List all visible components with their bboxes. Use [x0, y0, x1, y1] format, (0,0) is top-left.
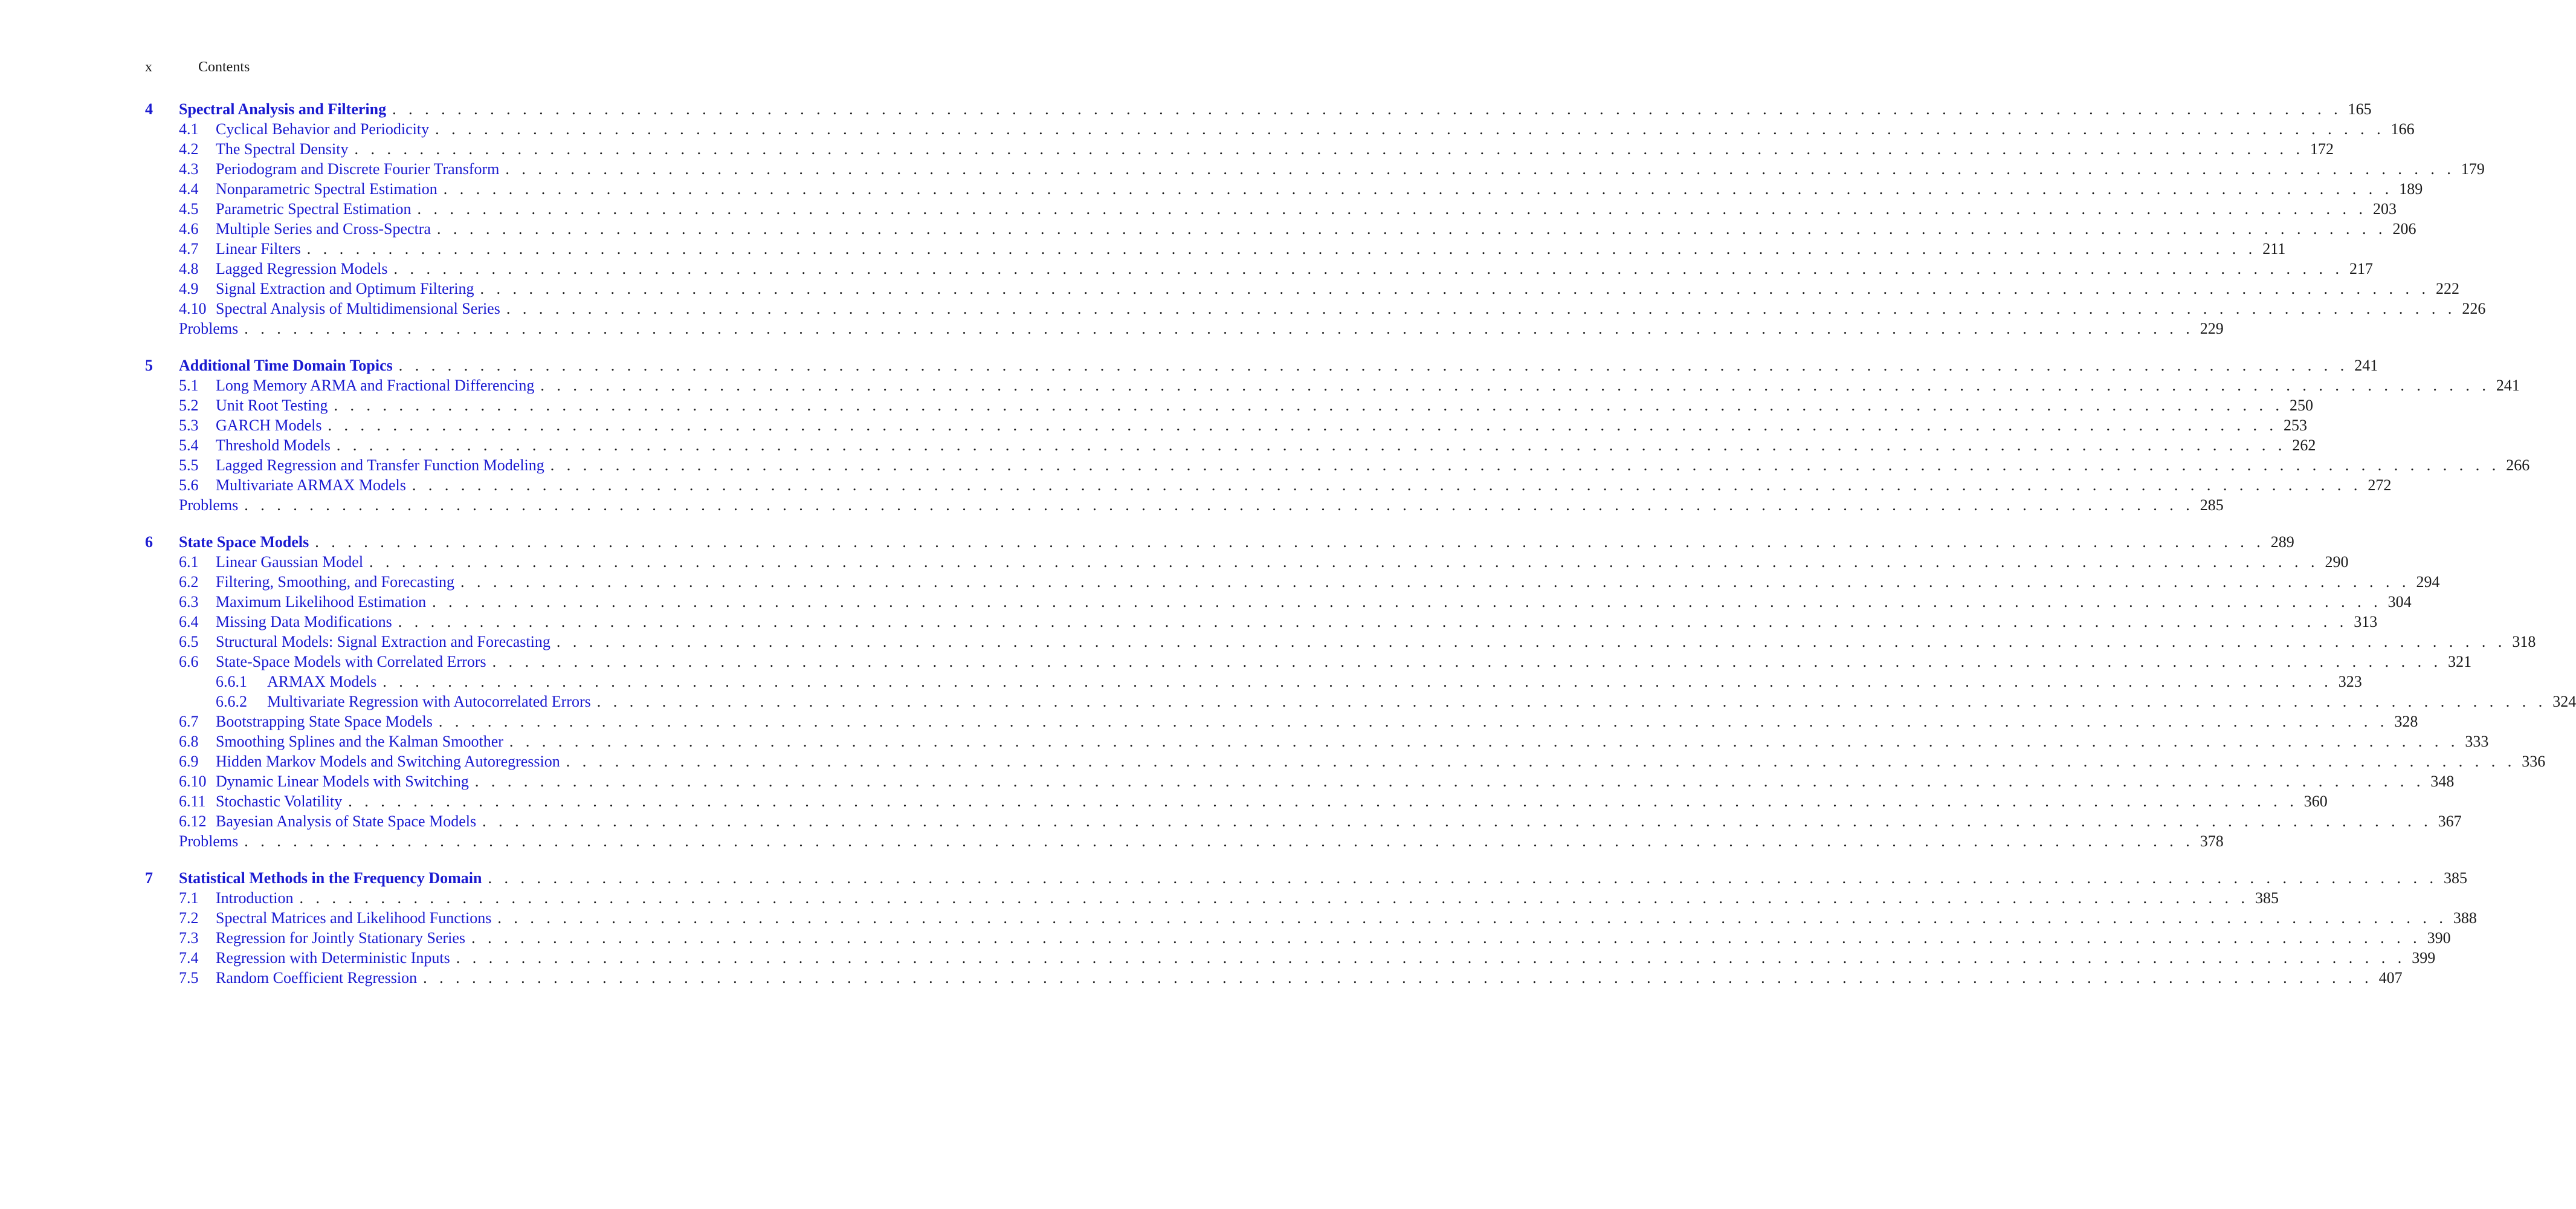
chapter-entry-leader: [179, 868, 2467, 888]
section-entry-title[interactable]: Nonparametric Spectral Estimation: [216, 179, 444, 199]
section-entry[interactable]: [145, 652, 2472, 672]
chapter-entry[interactable]: [145, 868, 2467, 888]
section-entry-number: 6.3: [179, 593, 199, 611]
section-entry[interactable]: [145, 475, 2392, 495]
chapter-entry[interactable]: [145, 355, 2378, 375]
chapter-block: [145, 868, 2477, 988]
section-entry-leader: [216, 219, 2416, 239]
section-entry-page: 222: [2436, 280, 2460, 297]
section-entry-leader: [216, 592, 2412, 612]
section-entry-leader: [216, 908, 2477, 928]
section-entry[interactable]: [145, 731, 2489, 751]
section-entry-leader: [216, 299, 2486, 319]
chapter-entry-leader: [179, 99, 2372, 119]
section-entry-page: 203: [2372, 200, 2397, 218]
section-entry-page: 266: [2506, 456, 2530, 474]
section-entry-leader: [216, 139, 2334, 159]
section-entry-leader: [216, 395, 2313, 415]
section-entry-number: 4.4: [179, 180, 199, 198]
section-entry-page: 328: [2394, 713, 2418, 730]
section-entry-title[interactable]: Multiple Series and Cross-Spectra: [216, 219, 437, 239]
subsection-entry[interactable]: [145, 672, 2362, 692]
dot-leader: . . . . . . . . . . . . . . . . . . . . . . . . . . . . . . . . . . . . . . . . . . . . . . . . . . . . . . . . . . . . . . . . . . . . . . . . . . . . . . . . . . . . . . . . . . . . . . . . . . . . . . . . . . . . . . . . . . . . . . . .: [460, 573, 2410, 591]
section-entry[interactable]: [145, 239, 2286, 259]
section-entry-page: 206: [2392, 220, 2416, 238]
section-entry-title[interactable]: Missing Data Modifications: [216, 612, 398, 632]
section-entry-page: 304: [2387, 593, 2412, 611]
section-entry[interactable]: [145, 299, 2486, 319]
chapter-block: [145, 99, 2486, 339]
section-entry-page: 360: [2303, 792, 2328, 810]
section-entry-title[interactable]: Threshold Models: [216, 435, 337, 455]
problems-entry-leader: [179, 831, 2224, 851]
section-entry-title[interactable]: Regression with Deterministic Inputs: [216, 948, 456, 968]
section-entry-page: 217: [2349, 260, 2374, 277]
section-entry-number: 4.2: [179, 140, 199, 158]
section-entry[interactable]: [145, 632, 2536, 652]
section-entry-leader: [216, 259, 2374, 279]
dot-leader: . . . . . . . . . . . . . . . . . . . . . . . . . . . . . . . . . . . . . . . . . . . . . . . . . . . . . . . . . . . . . . . . . . . . . . . . . . . . . . . . . . . . . . . . . . . . . . . . . . . . . . . . . . . . . . . . . . . . . . . .: [398, 357, 2349, 374]
section-entry-leader: [216, 572, 2440, 592]
subsection-entry[interactable]: [145, 692, 2576, 711]
dot-leader: . . . . . . . . . . . . . . . . . . . . . . . . . . . . . . . . . . . . . . . . . . . . . . . . . . . . . . . . . . . . . . . . . . . . . . . . . . . . . . . . . . . . . . . . . . . . . . . . . . . . . . . . . . . . . . . . . . . . . . . .: [492, 653, 2442, 670]
chapter-entry-title[interactable]: Statistical Methods in the Frequency Domain: [179, 868, 488, 888]
section-entry-page: 385: [2255, 889, 2279, 907]
section-entry[interactable]: [145, 279, 2460, 299]
section-entry-number: 5.1: [179, 377, 199, 394]
section-entry[interactable]: [145, 751, 2546, 771]
section-entry[interactable]: [145, 435, 2316, 455]
section-entry[interactable]: [145, 375, 2520, 395]
section-entry-title[interactable]: Long Memory ARMA and Fractional Differencing: [216, 375, 540, 395]
dot-leader: . . . . . . . . . . . . . . . . . . . . . . . . . . . . . . . . . . . . . . . . . . . . . . . . . . . . . . . . . . . . . . . . . . . . . . . . . . . . . . . . . . . . . . . . . . . . . . . . . . . . . . . . . . . . . . . . . . . . . . . .: [354, 140, 2304, 158]
section-entry[interactable]: [145, 179, 2423, 199]
dot-leader: . . . . . . . . . . . . . . . . . . . . . . . . . . . . . . . . . . . . . . . . . . . . . . . . . . . . . . . . . . . . . . . . . . . . . . . . . . . . . . . . . . . . . . . . . . . . . . . . . . . . . . . . . . . . . . . . . . . . . . . .: [456, 949, 2406, 967]
dot-leader: . . . . . . . . . . . . . . . . . . . . . . . . . . . . . . . . . . . . . . . . . . . . . . . . . . . . . . . . . . . . . . . . . . . . . . . . . . . . . . . . . . . . . . . . . . . . . . . . . . . . . . . . . . . . . . . . . . . . . . . .: [482, 812, 2432, 830]
section-entry-title[interactable]: Stochastic Volatility: [216, 791, 348, 811]
dot-leader: . . . . . . . . . . . . . . . . . . . . . . . . . . . . . . . . . . . . . . . . . . . . . . . . . . . . . . . . . . . . . . . . . . . . . . . . . . . . . . . . . . . . . . . . . . . . . . . . . . . . . . . . . . . . . . . . . . . . . . . .: [392, 100, 2342, 118]
section-entry-number: 6.11: [179, 792, 206, 810]
section-entry[interactable]: [145, 159, 2485, 179]
section-entry-number: 4.6: [179, 220, 199, 238]
dot-leader: . . . . . . . . . . . . . . . . . . . . . . . . . . . . . . . . . . . . . . . . . . . . . . . . . . . . . . . . . . . . . . . . . . . . . . . . . . . . . . . . . . . . . . . . . . . . . . . . . . . . . . . . . . . . . . . . . . . . . . . .: [306, 240, 2257, 258]
section-entry-number: 4.3: [179, 160, 199, 178]
section-entry-leader: [216, 711, 2418, 731]
section-entry[interactable]: [145, 552, 2349, 572]
section-entry-title[interactable]: Linear Filters: [216, 239, 307, 259]
section-entry-leader: [216, 435, 2316, 455]
section-entry-page: 313: [2354, 613, 2378, 630]
section-entry-leader: [216, 652, 2472, 672]
section-entry-leader: [216, 632, 2536, 652]
dot-leader: . . . . . . . . . . . . . . . . . . . . . . . . . . . . . . . . . . . . . . . . . . . . . . . . . . . . . . . . . . . . . . . . . . . . . . . . . . . . . . . . . . . . . . . . . . . . . . . . . . . . . . . . . . . . . . . . . . . . . . . .: [506, 300, 2456, 317]
section-entry-title[interactable]: Hidden Markov Models and Switching Autoregression: [216, 751, 566, 771]
section-entry-page: 333: [2465, 733, 2489, 750]
section-entry-leader: [216, 552, 2349, 572]
dot-leader: . . . . . . . . . . . . . . . . . . . . . . . . . . . . . . . . . . . . . . . . . . . . . . . . . . . . . . . . . . . . . . . . . . . . . . . . . . . . . . . . . . . . . . . . . . . . . . . . . . . . . . . . . . . . . . . . . . . . . . . .: [348, 792, 2298, 810]
section-entry-title[interactable]: The Spectral Density: [216, 139, 355, 159]
dot-leader: . . . . . . . . . . . . . . . . . . . . . . . . . . . . . . . . . . . . . . . . . . . . . . . . . . . . . . . . . . . . . . . . . . . . . . . . . . . . . . . . . . . . . . . . . . . . . . . . . . . . . . . . . . . . . . . . . . . . . . . .: [488, 869, 2438, 887]
section-entry-page: 290: [2325, 553, 2349, 571]
section-entry-leader: [216, 279, 2460, 299]
dot-leader: . . . . . . . . . . . . . . . . . . . . . . . . . . . . . . . . . . . . . . . . . . . . . . . . . . . . . . . . . . . . . . . . . . . . . . . . . . . . . . . . . . . . . . . . . . . . . . . . . . . . . . . . . . . . . . . . . . . . . . . .: [336, 436, 2287, 454]
section-entry[interactable]: [145, 928, 2451, 948]
dot-leader: . . . . . . . . . . . . . . . . . . . . . . . . . . . . . . . . . . . . . . . . . . . . . . . . . . . . . . . . . . . . . . . . . . . . . . . . . . . . . . . . . . . . . . . . . . . . . . . . . . . . . . . . . . . . . . . . . . . . . . . .: [443, 180, 2394, 198]
section-entry-page: 336: [2522, 753, 2546, 770]
section-entry-number: 6.4: [179, 613, 199, 630]
section-entry[interactable]: [145, 219, 2416, 239]
section-entry-leader: [216, 968, 2403, 988]
section-entry[interactable]: [145, 119, 2415, 139]
section-entry-title[interactable]: Bootstrapping State Space Models: [216, 711, 439, 731]
section-entry[interactable]: [145, 592, 2412, 612]
dot-leader: . . . . . . . . . . . . . . . . . . . . . . . . . . . . . . . . . . . . . . . . . . . . . . . . . . . . . . . . . . . . . . . . . . . . . . . . . . . . . . . . . . . . . . . . . . . . . . . . . . . . . . . . . . . . . . . . . . . . . . . .: [398, 613, 2348, 630]
section-entry[interactable]: [145, 199, 2397, 219]
dot-leader: . . . . . . . . . . . . . . . . . . . . . . . . . . . . . . . . . . . . . . . . . . . . . . . . . . . . . . . . . . . . . . . . . . . . . . . . . . . . . . . . . . . . . . . . . . . . . . . . . . . . . . . . . . . . . . . . . . . . . . . .: [474, 773, 2425, 790]
page-header: [145, 58, 250, 76]
section-entry-page: 241: [2496, 377, 2520, 394]
section-entry-number: 5.5: [179, 456, 199, 474]
section-entry-page: 211: [2262, 240, 2286, 258]
dot-leader: . . . . . . . . . . . . . . . . . . . . . . . . . . . . . . . . . . . . . . . . . . . . . . . . . . . . . . . . . . . . . . . . . . . . . . . . . . . . . . . . . . . . . . . . . . . . . . . . . . . . . . . . . . . . . . . . . . . . . . . .: [540, 377, 2490, 394]
section-entry-leader: [216, 239, 2286, 259]
section-entry-page: 348: [2430, 773, 2455, 790]
section-entry-leader: [216, 179, 2423, 199]
section-entry-leader: [216, 771, 2455, 791]
section-entry-title[interactable]: State-Space Models with Correlated Errors: [216, 652, 492, 672]
dot-leader: . . . . . . . . . . . . . . . . . . . . . . . . . . . . . . . . . . . . . . . . . . . . . . . . . . . . . . . . . . . . . . . . . . . . . . . . . . . . . . . . . . . . . . . . . . . . . . . . . . . . . . . . . . . . . . . . . . . . . . . .: [437, 220, 2387, 238]
section-entry-title[interactable]: Spectral Analysis of Multidimensional Series: [216, 299, 506, 319]
dot-leader: . . . . . . . . . . . . . . . . . . . . . . . . . . . . . . . . . . . . . . . . . . . . . . . . . . . . . . . . . . . . . . . . . . . . . . . . . . . . . . . . . . . . . . . . . . . . . . . . . . . . . . . . . . . . . . . . . . . . . . . .: [566, 753, 2516, 770]
chapter-entry[interactable]: [145, 99, 2372, 119]
dot-leader: . . . . . . . . . . . . . . . . . . . . . . . . . . . . . . . . . . . . . . . . . . . . . . . . . . . . . . . . . . . . . . . . . . . . . . . . . . . . . . . . . . . . . . . . . . . . . . . . . . . . . . . . . . . . . . . . . . . . . . . .: [299, 889, 2250, 907]
section-entry-page: 321: [2448, 653, 2472, 670]
section-entry-page: 172: [2310, 140, 2334, 158]
section-entry-number: 5.3: [179, 417, 199, 434]
section-entry-title[interactable]: Maximum Likelihood Estimation: [216, 592, 432, 612]
section-entry[interactable]: [145, 968, 2403, 988]
chapter-entry-title[interactable]: State Space Models: [179, 532, 315, 552]
chapter-entry-leader: [179, 355, 2378, 375]
section-entry-page: 226: [2462, 300, 2486, 317]
section-entry-title[interactable]: Spectral Matrices and Likelihood Functions: [216, 908, 497, 928]
section-entry-number: 6.6: [179, 653, 199, 670]
section-entry-number: 4.1: [179, 120, 199, 138]
dot-leader: . . . . . . . . . . . . . . . . . . . . . . . . . . . . . . . . . . . . . . . . . . . . . . . . . . . . . . . . . . . . . . . . . . . . . . . . . . . . . . . . . . . . . . . . . . . . . . . . . . . . . . . . . . . . . . . . . . . . . . . .: [509, 733, 2459, 750]
section-entry-number: 4.5: [179, 200, 199, 218]
chapter-entry-page: 385: [2443, 869, 2467, 887]
dot-leader: . . . . . . . . . . . . . . . . . . . . . . . . . . . . . . . . . . . . . . . . . . . . . . . . . . . . . . . . . . . . . . . . . . . . . . . . . . . . . . . . . . . . . . . . . . . . . . . . . . . . . . . . . . . . . . . . . . . . . . . .: [423, 969, 2373, 987]
chapter-entry-title[interactable]: Additional Time Domain Topics: [179, 355, 399, 375]
section-entry-title[interactable]: Multivariate ARMAX Models: [216, 475, 412, 495]
section-entry[interactable]: [145, 415, 2308, 435]
section-entry-number: 6.12: [179, 812, 207, 830]
section-entry-page: 179: [2461, 160, 2485, 178]
section-entry-title[interactable]: Regression for Jointly Stationary Series: [216, 928, 471, 948]
section-entry-page: 250: [2290, 397, 2313, 414]
section-entry-title[interactable]: Bayesian Analysis of State Space Models: [216, 811, 482, 831]
section-entry-page: 253: [2284, 417, 2308, 434]
subsection-entry-title[interactable]: Multivariate Regression with Autocorrelated Errors: [267, 692, 597, 711]
chapter-block: [145, 355, 2530, 515]
chapter-entry-page: 289: [2270, 533, 2294, 551]
section-entry-number: 6.7: [179, 713, 199, 730]
chapter-entry[interactable]: [145, 532, 2294, 552]
section-entry-page: 367: [2438, 812, 2462, 830]
section-entry-page: 294: [2416, 573, 2440, 591]
problems-entry[interactable]: [145, 831, 2224, 851]
dot-leader: . . . . . . . . . . . . . . . . . . . . . . . . . . . . . . . . . . . . . . . . . . . . . . . . . . . . . . . . . . . . . . . . . . . . . . . . . . . . . . . . . . . . . . . . . . . . . . . . . . . . . . . . . . . . . . . . . . . . . . . .: [334, 397, 2284, 414]
dot-leader: . . . . . . . . . . . . . . . . . . . . . . . . . . . . . . . . . . . . . . . . . . . . . . . . . . . . . . . . . . . . . . . . . . . . . . . . . . . . . . . . . . . . . . . . . . . . . . . . . . . . . . . . . . . . . . . . . . . . . . . .: [315, 533, 2265, 551]
section-entry-leader: [216, 415, 2308, 435]
section-entry-title[interactable]: Introduction: [216, 888, 300, 908]
subsection-entry-page: 323: [2338, 673, 2362, 690]
section-entry[interactable]: [145, 771, 2455, 791]
dot-leader: . . . . . . . . . . . . . . . . . . . . . . . . . . . . . . . . . . . . . . . . . . . . . . . . . . . . . . . . . . . . . . . . . . . . . . . . . . . . . . . . . . . . . . . . . . . . . . . . . . . . . . . . . . . . . . . . . . . . . . . .: [471, 929, 2421, 947]
section-entry[interactable]: [145, 572, 2440, 592]
section-entry-number: 7.2: [179, 909, 199, 927]
problems-entry-leader: [179, 495, 2224, 515]
section-entry-page: 390: [2427, 929, 2451, 947]
dot-leader: . . . . . . . . . . . . . . . . . . . . . . . . . . . . . . . . . . . . . . . . . . . . . . . . . . . . . . . . . . . . . . . . . . . . . . . . . . . . . . . . . . . . . . . . . . . . . . . . . . . . . . . . . . . . . . . . . . . . . . . .: [369, 553, 2319, 571]
section-entry-number: 4.10: [179, 300, 207, 317]
subsection-entry-number: 6.6.2: [216, 693, 247, 710]
section-entry-number: 6.2: [179, 573, 199, 591]
section-entry-page: 388: [2453, 909, 2477, 927]
section-entry-leader: [216, 731, 2489, 751]
section-entry-title[interactable]: Cyclical Behavior and Periodicity: [216, 119, 435, 139]
section-entry-title[interactable]: Linear Gaussian Model: [216, 552, 369, 572]
section-entry[interactable]: [145, 811, 2462, 831]
section-entry-page: 318: [2512, 633, 2536, 650]
section-entry-number: 6.8: [179, 733, 199, 750]
chapter-block: [145, 532, 2576, 851]
dot-leader: . . . . . . . . . . . . . . . . . . . . . . . . . . . . . . . . . . . . . . . . . . . . . . . . . . . . . . . . . . . . . . . . . . . . . . . . . . . . . . . . . . . . . . . . . . . . . . . . . . . . . . . . . . . . . . . . . . . . . . . .: [435, 120, 2385, 138]
chapter-entry-number: 5: [145, 357, 153, 374]
section-entry-page: 272: [2368, 476, 2392, 494]
dot-leader: . . . . . . . . . . . . . . . . . . . . . . . . . . . . . . . . . . . . . . . . . . . . . . . . . . . . . . . . . . . . . . . . . . . . . . . . . . . . . . . . . . . . . . . . . . . . . . . . . . . . . . . . . . . . . . . . . . . . . . . .: [505, 160, 2455, 178]
section-entry-page: 189: [2399, 180, 2423, 198]
chapter-entry-number: 7: [145, 869, 153, 887]
chapter-entry-number: 6: [145, 533, 153, 551]
chapter-entry-title[interactable]: Spectral Analysis and Filtering: [179, 99, 392, 119]
section-entry[interactable]: [145, 888, 2279, 908]
section-entry-page: 262: [2292, 436, 2316, 454]
section-entry-leader: [216, 475, 2392, 495]
dot-leader: . . . . . . . . . . . . . . . . . . . . . . . . . . . . . . . . . . . . . . . . . . . . . . . . . . . . . . . . . . . . . . . . . . . . . . . . . . . . . . . . . . . . . . . . . . . . . . . . . . . . . . . . . . . . . . . . . . . . . . . .: [497, 909, 2447, 927]
subsection-entry-leader: [267, 672, 2362, 692]
section-entry-title[interactable]: Structural Models: Signal Extraction and Forecasting: [216, 632, 557, 652]
section-entry-title[interactable]: Lagged Regression Models: [216, 259, 394, 279]
section-entry-leader: [216, 751, 2546, 771]
section-entry-leader: [216, 612, 2378, 632]
section-entry-number: 4.9: [179, 280, 199, 297]
section-entry-title[interactable]: Random Coefficient Regression: [216, 968, 423, 988]
problems-entry-leader: [179, 319, 2224, 339]
section-entry-number: 5.6: [179, 476, 199, 494]
section-entry-leader: [216, 811, 2462, 831]
problems-entry-title[interactable]: Problems: [179, 831, 244, 851]
section-entry-leader: [216, 928, 2451, 948]
section-entry-number: 6.10: [179, 773, 207, 790]
problems-entry-page: 285: [2200, 496, 2224, 514]
dot-leader: . . . . . . . . . . . . . . . . . . . . . . . . . . . . . . . . . . . . . . . . . . . . . . . . . . . . . . . . . . . . . . . . . . . . . . . . . . . . . . . . . . . . . . . . . . . . . . . . . . . . . . . . . . . . . . . . . . . . . . . .: [550, 456, 2500, 474]
dot-leader: . . . . . . . . . . . . . . . . . . . . . . . . . . . . . . . . . . . . . . . . . . . . . . . . . . . . . . . . . . . . . . . . . . . . . . . . . . . . . . . . . . . . . . . . . . . . . . . . . . . . . . . . . . . . . . . . . . . . . . . .: [480, 280, 2430, 297]
section-entry-title[interactable]: GARCH Models: [216, 415, 328, 435]
section-entry[interactable]: [145, 259, 2374, 279]
section-entry-page: 407: [2378, 969, 2403, 987]
dot-leader: . . . . . . . . . . . . . . . . . . . . . . . . . . . . . . . . . . . . . . . . . . . . . . . . . . . . . . . . . . . . . . . . . . . . . . . . . . . . . . . . . . . . . . . . . . . . . . . . . . . . . . . . . . . . . . . . . . . . . . . .: [432, 593, 2382, 611]
dot-leader: . . . . . . . . . . . . . . . . . . . . . . . . . . . . . . . . . . . . . . . . . . . . . . . . . . . . . . . . . . . . . . . . . . . . . . . . . . . . . . . . . . . . . . . . . . . . . . . . . . . . . . . . . . . . . . . . . . . . . . . .: [556, 633, 2507, 650]
section-entry-number: 4.8: [179, 260, 199, 277]
problems-entry-page: 229: [2200, 320, 2224, 337]
problems-entry-page: 378: [2200, 832, 2224, 850]
dot-leader: . . . . . . . . . . . . . . . . . . . . . . . . . . . . . . . . . . . . . . . . . . . . . . . . . . . . . . . . . . . . . . . . . . . . . . . . . . . . . . . . . . . . . . . . . . . . . . . . . . . . . . . . . . . . . . . . . . . . . . . .: [244, 496, 2194, 514]
section-entry-title[interactable]: Periodogram and Discrete Fourier Transform: [216, 159, 505, 179]
chapter-entry-page: 241: [2354, 357, 2378, 374]
section-entry-number: 7.1: [179, 889, 199, 907]
dot-leader: . . . . . . . . . . . . . . . . . . . . . . . . . . . . . . . . . . . . . . . . . . . . . . . . . . . . . . . . . . . . . . . . . . . . . . . . . . . . . . . . . . . . . . . . . . . . . . . . . . . . . . . . . . . . . . . . . . . . . . . .: [412, 476, 2362, 494]
section-entry-title[interactable]: Parametric Spectral Estimation: [216, 199, 417, 219]
section-entry-title[interactable]: Lagged Regression and Transfer Function Modeling: [216, 455, 550, 475]
section-entry-number: 5.2: [179, 397, 199, 414]
section-entry-leader: [216, 888, 2279, 908]
subsection-entry-title[interactable]: ARMAX Models: [267, 672, 383, 692]
section-entry-leader: [216, 375, 2520, 395]
problems-entry-title[interactable]: Problems: [179, 495, 244, 515]
section-entry-number: 6.1: [179, 553, 199, 571]
subsection-entry-page: 324: [2552, 693, 2576, 710]
section-entry-title[interactable]: Signal Extraction and Optimum Filtering: [216, 279, 480, 299]
section-entry-title[interactable]: Filtering, Smoothing, and Forecasting: [216, 572, 460, 592]
section-entry-page: 399: [2412, 949, 2436, 967]
section-entry-leader: [216, 948, 2436, 968]
chapter-entry-page: 165: [2348, 100, 2372, 118]
section-entry-number: 6.9: [179, 753, 199, 770]
section-entry-leader: [216, 199, 2397, 219]
section-entry-leader: [216, 159, 2485, 179]
table-of-contents: [145, 99, 2576, 1005]
section-entry[interactable]: [145, 948, 2436, 968]
section-entry-number: 4.7: [179, 240, 199, 258]
section-entry-title[interactable]: Unit Root Testing: [216, 395, 334, 415]
problems-entry-title[interactable]: Problems: [179, 319, 244, 339]
subsection-entry-number: 6.6.1: [216, 673, 247, 690]
chapter-entry-number: 4: [145, 100, 153, 118]
dot-leader: . . . . . . . . . . . . . . . . . . . . . . . . . . . . . . . . . . . . . . . . . . . . . . . . . . . . . . . . . . . . . . . . . . . . . . . . . . . . . . . . . . . . . . . . . . . . . . . . . . . . . . . . . . . . . . . . . . . . . . . .: [244, 320, 2194, 337]
section-entry-number: 7.5: [179, 969, 199, 987]
problems-entry[interactable]: [145, 319, 2224, 339]
section-entry[interactable]: [145, 791, 2328, 811]
section-entry-page: 166: [2390, 120, 2415, 138]
chapter-entry-leader: [179, 532, 2294, 552]
section-entry[interactable]: [145, 612, 2378, 632]
section-entry[interactable]: [145, 139, 2334, 159]
dot-leader: . . . . . . . . . . . . . . . . . . . . . . . . . . . . . . . . . . . . . . . . . . . . . . . . . . . . . . . . . . . . . . . . . . . . . . . . . . . . . . . . . . . . . . . . . . . . . . . . . . . . . . . . . . . . . . . . . . . . . . . .: [244, 832, 2194, 850]
section-entry-number: 6.5: [179, 633, 199, 650]
page-number: x: [145, 59, 152, 75]
section-entry-leader: [216, 455, 2530, 475]
section-entry-number: 5.4: [179, 436, 199, 454]
dot-leader: . . . . . . . . . . . . . . . . . . . . . . . . . . . . . . . . . . . . . . . . . . . . . . . . . . . . . . . . . . . . . . . . . . . . . . . . . . . . . . . . . . . . . . . . . . . . . . . . . . . . . . . . . . . . . . . . . . . . . . . .: [393, 260, 2344, 277]
section-entry-number: 7.3: [179, 929, 199, 947]
dot-leader: . . . . . . . . . . . . . . . . . . . . . . . . . . . . . . . . . . . . . . . . . . . . . . . . . . . . . . . . . . . . . . . . . . . . . . . . . . . . . . . . . . . . . . . . . . . . . . . . . . . . . . . . . . . . . . . . . . . . . . . .: [328, 417, 2278, 434]
section-entry[interactable]: [145, 395, 2313, 415]
problems-entry[interactable]: [145, 495, 2224, 515]
section-entry-number: 7.4: [179, 949, 199, 967]
section-entry-leader: [216, 119, 2415, 139]
section-entry[interactable]: [145, 908, 2477, 928]
section-entry-title[interactable]: Smoothing Splines and the Kalman Smoother: [216, 731, 509, 751]
dot-leader: . . . . . . . . . . . . . . . . . . . . . . . . . . . . . . . . . . . . . . . . . . . . . . . . . . . . . . . . . . . . . . . . . . . . . . . . . . . . . . . . . . . . . . . . . . . . . . . . . . . . . . . . . . . . . . . . . . . . . . . .: [596, 693, 2547, 710]
dot-leader: . . . . . . . . . . . . . . . . . . . . . . . . . . . . . . . . . . . . . . . . . . . . . . . . . . . . . . . . . . . . . . . . . . . . . . . . . . . . . . . . . . . . . . . . . . . . . . . . . . . . . . . . . . . . . . . . . . . . . . . .: [417, 200, 2367, 218]
section-entry[interactable]: [145, 455, 2530, 475]
section-entry-title[interactable]: Dynamic Linear Models with Switching: [216, 771, 475, 791]
running-title: Contents: [198, 59, 250, 75]
section-entry-leader: [216, 791, 2328, 811]
subsection-entry-leader: [267, 692, 2576, 711]
dot-leader: . . . . . . . . . . . . . . . . . . . . . . . . . . . . . . . . . . . . . . . . . . . . . . . . . . . . . . . . . . . . . . . . . . . . . . . . . . . . . . . . . . . . . . . . . . . . . . . . . . . . . . . . . . . . . . . . . . . . . . . .: [383, 673, 2332, 690]
section-entry[interactable]: [145, 711, 2418, 731]
dot-leader: . . . . . . . . . . . . . . . . . . . . . . . . . . . . . . . . . . . . . . . . . . . . . . . . . . . . . . . . . . . . . . . . . . . . . . . . . . . . . . . . . . . . . . . . . . . . . . . . . . . . . . . . . . . . . . . . . . . . . . . .: [438, 713, 2389, 730]
